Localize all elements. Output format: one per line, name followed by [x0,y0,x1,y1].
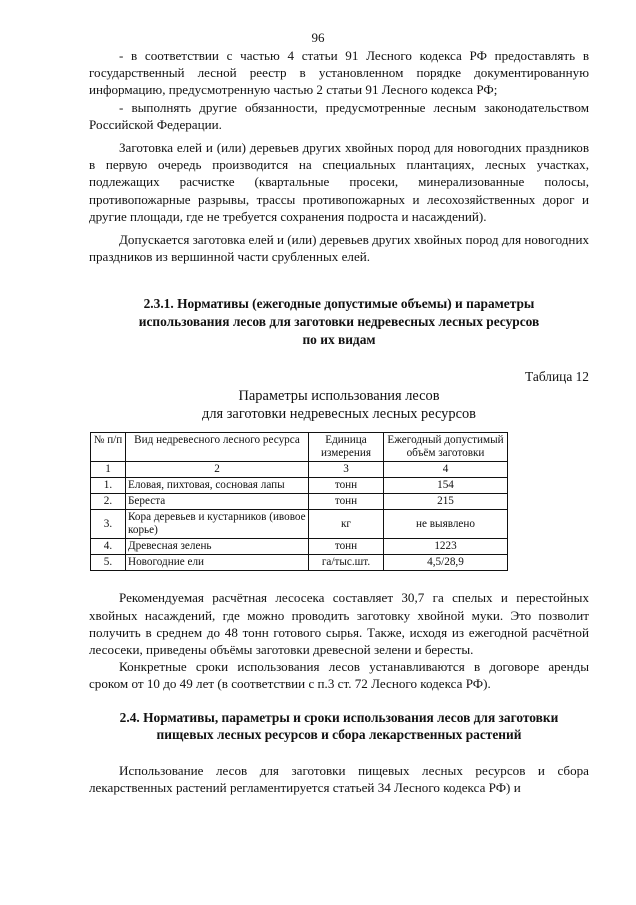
paragraph-zagotovka-elei: Заготовка елей и (или) деревьев других хвойных пород для новогодних праздников в первую очередь производится на специальных плантациях, лесных участках, подлежащих расчистке (квартальные просеки, минерализованные полосы, противопожарные разрывы, трассы противопожарных и лесохозяйственных дорог и другие площади, где не требуется сохранения подроста и насаждений). [89,140,589,224]
table-header-row [91,433,508,462]
index-cell: 3 [309,462,384,478]
row-resource: Береста [126,494,309,510]
paragraph-raschetnaya-lesoseka: Рекомендуемая расчётная лесосека составляет 30,7 га спелых и перестойных хвойных насаждений, где можно проводить заготовку хвойной муки. Это позволит получить в среднем до 48 тонн готового сырья. Также, исходя из ежегодной расчётной лесосеки, приведены объёмы заготовки древесной зелени и бересты. [89,590,589,658]
table-number: Таблица 12 [525,369,589,385]
section-heading-line: 2.3.1. Нормативы (ежегодные допустимые объемы) и параметры [143,296,535,312]
document-body [89,47,589,796]
table-caption-line: для заготовки недревесных лесных ресурсов [202,406,476,423]
section-heading-2-4 [89,709,589,744]
table-row [91,494,508,510]
section-heading-line: использования лесов для заготовки недревесных лесных ресурсов [138,314,540,330]
paragraph-reestr: - в соответствии с частью 4 статьи 91 Лесного кодекса РФ предоставлять в государственный лесной реестр в установленном порядке документированную информацию, предусмотренную частью 2 статьи 91 Лесного кодекса РФ; [89,48,589,98]
resources-table [90,432,508,571]
row-resource: Еловая, пихтовая, сосновая лапы [126,478,309,494]
row-num: 4. [91,539,126,555]
index-cell: 2 [126,462,309,478]
row-volume: 215 [384,494,508,510]
table-row [91,555,508,571]
table-row [91,510,508,539]
header-num: № п/п [91,433,126,462]
paragraph-sroki-arendy: Конкретные сроки использования лесов устанавливаются в договоре аренды сроком от 10 до 49 лет (в соответствии с п.3 ст. 72 Лесного кодекса РФ). [89,659,589,692]
row-volume: 154 [384,478,508,494]
table-row [91,539,508,555]
table-caption-line: Параметры использования лесов [238,388,440,405]
table-caption [89,387,589,423]
index-cell: 1 [91,462,126,478]
header-volume: Ежегодный допустимый объём заготовки [384,433,508,462]
row-unit: кг [309,510,384,539]
row-num: 1. [91,478,126,494]
row-resource: Новогодние ели [126,555,309,571]
table-row [91,478,508,494]
section-heading-2-3-1 [89,295,589,348]
row-volume: 4,5/28,9 [384,555,508,571]
row-volume: 1223 [384,539,508,555]
page-number: 96 [311,30,325,45]
section-heading-line: пищевых лесных ресурсов и сбора лекарственных растений [156,727,522,743]
row-unit: тонн [309,478,384,494]
row-num: 3. [91,510,126,539]
index-cell: 4 [384,462,508,478]
row-num: 2. [91,494,126,510]
row-resource: Древесная зелень [126,539,309,555]
header-resource: Вид недревесного лесного ресурса [126,433,309,462]
row-unit: тонн [309,539,384,555]
section-heading-line: 2.4. Нормативы, параметры и сроки использования лесов для заготовки [119,709,559,725]
paragraph-obyazannosti: - выполнять другие обязанности, предусмотренные лесным законодательством Российской Федерации. [89,99,589,132]
paragraph-dopuskaetsya: Допускается заготовка елей и (или) деревьев других хвойных пород для новогодних праздников из вершинной части срубленных елей. [89,232,589,265]
paragraph-pishchevye-resursy: Использование лесов для заготовки пищевых лесных ресурсов и сбора лекарственных растений регламентируется статьей 34 Лесного кодекса РФ) и [89,762,589,796]
row-unit: тонн [309,494,384,510]
row-unit: га/тыс.шт. [309,555,384,571]
row-num: 5. [91,555,126,571]
section-heading-line: по их видам [302,331,376,347]
header-unit: Единица измерения [309,433,384,462]
row-resource: Кора деревьев и кустарников (ивовое корье) [126,510,309,539]
table-index-row [91,462,508,478]
row-volume: не выявлено [384,510,508,539]
